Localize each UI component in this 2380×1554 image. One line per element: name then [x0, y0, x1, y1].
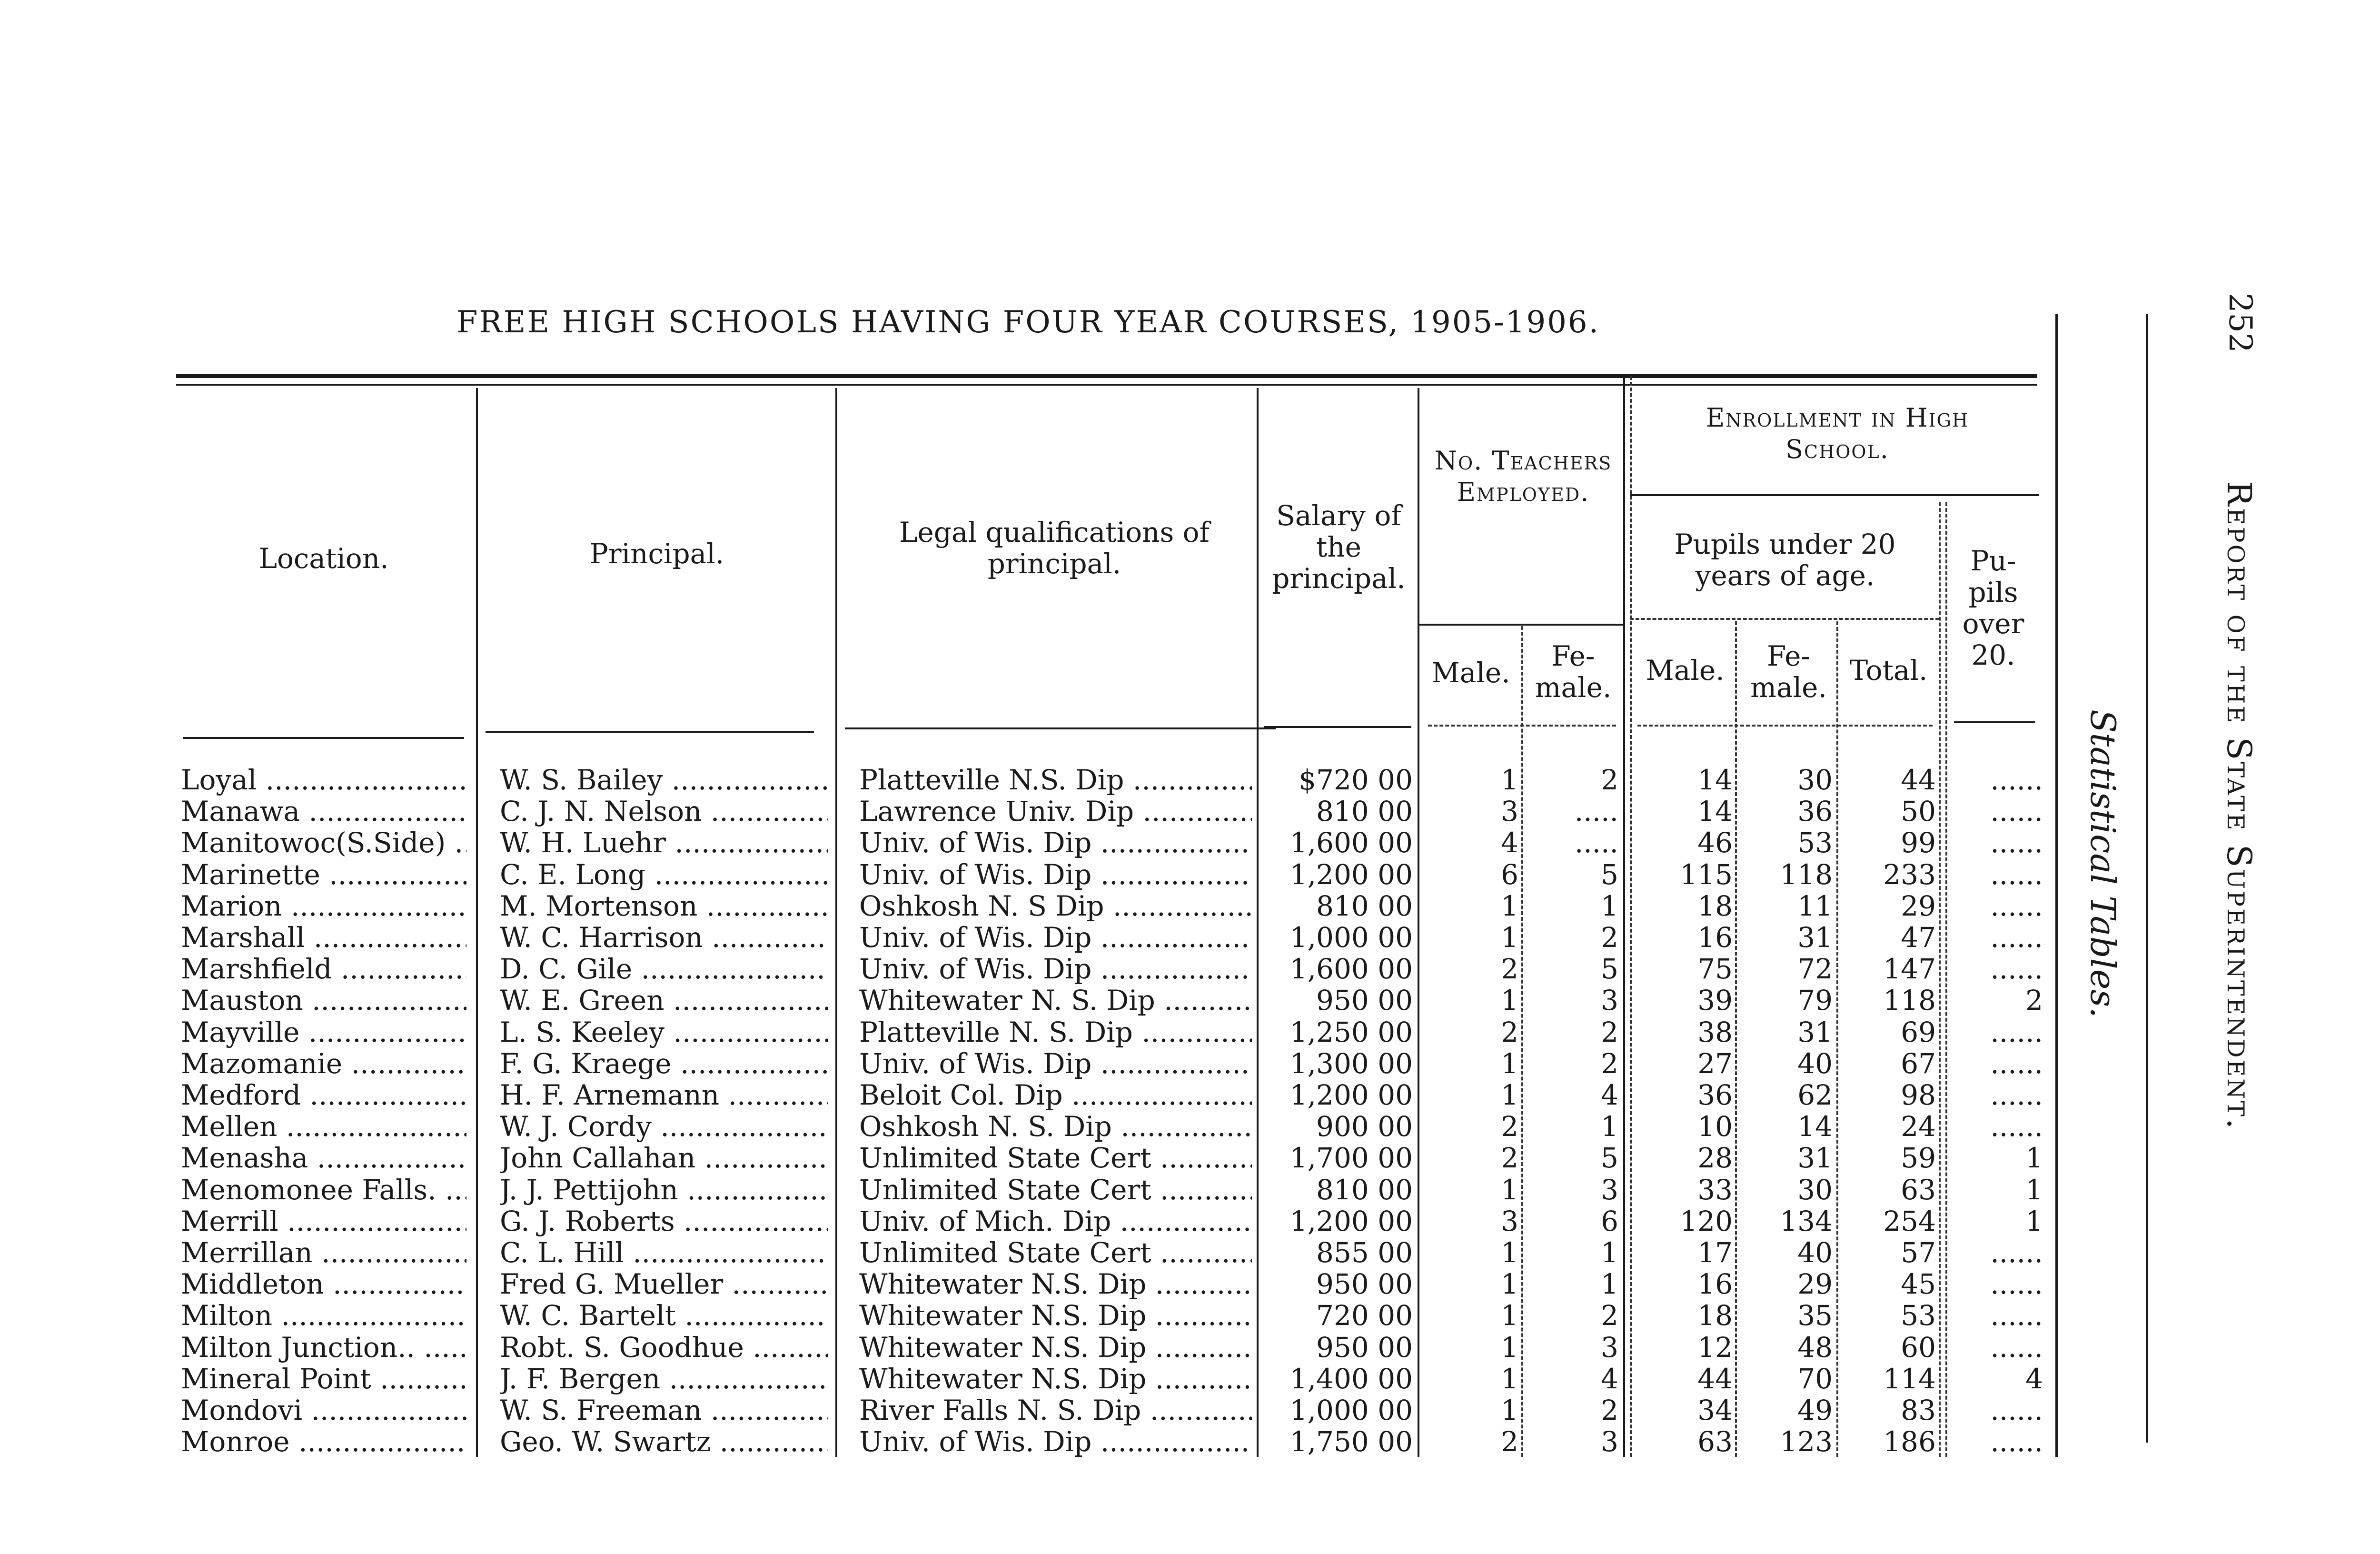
cell-p-female: 31	[1797, 1142, 1833, 1174]
cell-p-female: 62	[1797, 1079, 1833, 1111]
cell-qualification: River Falls N. S. Dip .....	[859, 1395, 1252, 1426]
cell-qualification: Whitewater N. S. Dip .....	[859, 985, 1252, 1016]
header-salary: Salary of the principal.	[1272, 499, 1406, 595]
table-row	[0, 1205, 2094, 1237]
cell-t-female: 3	[1601, 985, 1618, 1016]
cell-p-female: 49	[1797, 1395, 1833, 1426]
header-underline-principal	[486, 731, 814, 733]
header-underline-over	[1954, 721, 2035, 723]
cell-principal: J. J. Pettijohn .....	[500, 1174, 828, 1205]
cell-t-female: 5	[1601, 858, 1618, 890]
cell-p-total: 114	[1883, 1363, 1936, 1395]
cell-p-male: 115	[1680, 858, 1733, 890]
cell-salary: 1,300 00	[1289, 1047, 1413, 1079]
cell-t-female: 4	[1601, 1079, 1618, 1111]
cell-t-female: .....	[1574, 796, 1618, 827]
cell-p-female: 48	[1797, 1331, 1833, 1363]
cell-principal: J. F. Bergen .....	[500, 1363, 828, 1395]
cell-location: Mondovi .....	[181, 1395, 466, 1426]
cell-p-female: 40	[1797, 1047, 1833, 1079]
header-pupils-total: Total.	[1849, 654, 1928, 687]
cell-p-female: 31	[1797, 922, 1833, 953]
cell-location: Milton .....	[181, 1300, 466, 1331]
cell-p-total: 59	[1901, 1142, 1936, 1174]
cell-t-female: .....	[1574, 827, 1618, 859]
cell-t-male: 1	[1501, 985, 1518, 1016]
cell-location: Manitowoc(S.Side) .....	[181, 827, 466, 858]
cell-qualification: Univ. of Mich. Dip .....	[859, 1205, 1252, 1237]
header-underline-qualification	[845, 727, 1276, 729]
cell-p-female: 134	[1780, 1205, 1833, 1237]
cell-principal: G. J. Roberts .....	[500, 1205, 828, 1237]
cell-p-male: 18	[1697, 1300, 1733, 1332]
cell-p-total: 67	[1901, 1047, 1936, 1079]
cell-p-female: 29	[1797, 1268, 1833, 1300]
cell-p-over: ......	[1990, 1016, 2043, 1048]
cell-p-male: 46	[1697, 827, 1733, 859]
cell-p-over: ......	[1990, 1268, 2043, 1300]
table-row	[0, 764, 2094, 796]
cell-qualification: Unlimited State Cert .....	[859, 1142, 1252, 1174]
header-pupils-female: Fe-male.	[1750, 640, 1827, 704]
cell-p-total: 147	[1883, 953, 1936, 985]
table-row	[0, 1395, 2094, 1426]
cell-location: Manawa .....	[181, 796, 466, 827]
cell-p-male: 36	[1697, 1079, 1733, 1111]
cell-p-total: 63	[1901, 1174, 1936, 1205]
cell-principal: Geo. W. Swartz .....	[500, 1426, 828, 1457]
cell-location: Mauston .....	[181, 985, 466, 1016]
cell-p-total: 50	[1901, 796, 1936, 827]
cell-principal: Robt. S. Goodhue .....	[500, 1332, 828, 1363]
cell-p-male: 39	[1697, 985, 1733, 1016]
cell-p-over: ......	[1990, 1300, 2043, 1332]
cell-t-male: 3	[1501, 1205, 1518, 1237]
cell-p-female: 30	[1797, 1174, 1833, 1205]
table-row	[0, 1174, 2094, 1205]
header-underline-pupils	[1637, 725, 1933, 727]
cell-qualification: Beloit Col. Dip .....	[859, 1079, 1252, 1111]
top-rule-thick	[176, 374, 2037, 378]
cell-qualification: Platteville N.S. Dip .....	[859, 764, 1252, 796]
page-title: FREE HIGH SCHOOLS HAVING FOUR YEAR COURSES, 1905-1906.	[456, 305, 1600, 340]
cell-p-total: 24	[1901, 1111, 1936, 1143]
cell-p-male: 75	[1697, 953, 1733, 985]
cell-principal: M. Mortenson .....	[500, 890, 828, 922]
header-teachers-male: Male.	[1431, 657, 1510, 689]
cell-t-female: 5	[1601, 1142, 1618, 1174]
cell-t-male: 1	[1501, 1079, 1518, 1111]
header-qualifications: Legal qualifications of principal.	[899, 516, 1210, 580]
cell-p-male: 27	[1697, 1047, 1733, 1079]
cell-salary: 1,000 00	[1289, 922, 1413, 953]
cell-qualification: Univ. of Wis. Dip .....	[859, 859, 1252, 890]
cell-salary: 1,200 00	[1289, 1079, 1413, 1111]
cell-p-male: 17	[1697, 1237, 1733, 1268]
cell-p-male: 33	[1697, 1174, 1733, 1205]
cell-location: Mineral Point .....	[181, 1363, 466, 1395]
cell-t-female: 3	[1601, 1331, 1618, 1363]
header-underline-salary	[1264, 726, 1411, 728]
header-teachers-female: Fe-male.	[1535, 640, 1612, 704]
table-row	[0, 859, 2094, 890]
cell-t-male: 1	[1501, 1174, 1518, 1205]
cell-p-male: 120	[1680, 1205, 1733, 1237]
cell-p-male: 34	[1697, 1395, 1733, 1426]
cell-p-total: 83	[1901, 1395, 1936, 1426]
cell-t-female: 2	[1601, 1395, 1618, 1426]
cell-p-total: 60	[1901, 1331, 1936, 1363]
cell-principal: D. C. Gile .....	[500, 953, 828, 985]
header-enrollment-group: Enrollment in High School.	[1706, 403, 1969, 464]
cell-principal: W. J. Cordy .....	[500, 1111, 828, 1142]
cell-p-male: 38	[1697, 1016, 1733, 1048]
cell-t-female: 2	[1601, 1300, 1618, 1332]
cell-qualification: Oshkosh N. S Dip .....	[859, 890, 1252, 922]
cell-p-male: 16	[1697, 1268, 1733, 1300]
cell-p-male: 12	[1697, 1331, 1733, 1363]
cell-principal: L. S. Keeley .....	[500, 1016, 828, 1048]
sub-rule-teachers	[1418, 624, 1623, 626]
table-row	[0, 985, 2094, 1016]
cell-t-female: 4	[1601, 1363, 1618, 1395]
cell-p-male: 14	[1697, 764, 1733, 796]
cell-salary: 1,200 00	[1289, 858, 1413, 890]
cell-p-over: ......	[1990, 858, 2043, 890]
cell-p-female: 36	[1797, 796, 1833, 827]
cell-p-female: 70	[1797, 1363, 1833, 1395]
cell-p-over: ......	[1990, 1426, 2043, 1458]
cell-location: Marshfield .....	[181, 953, 466, 985]
cell-p-total: 233	[1883, 858, 1936, 890]
cell-salary: 1,750 00	[1289, 1426, 1413, 1458]
cell-salary: 950 00	[1316, 1268, 1413, 1300]
cell-p-over: ......	[1990, 1237, 2043, 1268]
cell-qualification: Whitewater N.S. Dip .....	[859, 1300, 1252, 1331]
table-row	[0, 1237, 2094, 1268]
section-title: Statistical Tables.	[2083, 709, 2123, 1018]
cell-qualification: Univ. of Wis. Dip .....	[859, 922, 1252, 953]
cell-location: Merrillan .....	[181, 1237, 466, 1268]
cell-p-female: 72	[1797, 953, 1833, 985]
header-location: Location.	[258, 542, 389, 575]
cell-t-male: 1	[1501, 890, 1518, 922]
cell-p-over: ......	[1990, 764, 2043, 796]
cell-salary: 855 00	[1316, 1237, 1413, 1268]
table-row	[0, 1363, 2094, 1395]
cell-salary: 1,700 00	[1289, 1142, 1413, 1174]
cell-location: Marshall .....	[181, 922, 466, 953]
cell-p-male: 18	[1697, 890, 1733, 922]
cell-location: Menomonee Falls. .....	[181, 1174, 466, 1205]
cell-principal: W. E. Green .....	[500, 985, 828, 1016]
cell-t-female: 1	[1601, 1237, 1618, 1268]
cell-salary: 1,600 00	[1289, 827, 1413, 859]
cell-p-female: 11	[1797, 890, 1833, 922]
header-underline-location	[183, 737, 464, 739]
header-pupils-under-group: Pupils under 20 years of age.	[1674, 528, 1896, 592]
cell-p-over: ......	[1990, 1047, 2043, 1079]
cell-qualification: Oshkosh N. S. Dip .....	[859, 1111, 1252, 1142]
cell-salary: 950 00	[1316, 1331, 1413, 1363]
cell-p-female: 53	[1797, 827, 1833, 859]
cell-p-total: 47	[1901, 922, 1936, 953]
cell-p-over: ......	[1990, 827, 2043, 859]
cell-p-over: ......	[1990, 890, 2043, 922]
cell-p-total: 118	[1883, 985, 1936, 1016]
cell-t-female: 3	[1601, 1426, 1618, 1458]
cell-qualification: Univ. of Wis. Dip .....	[859, 953, 1252, 985]
cell-location: Milton Junction.. .....	[181, 1332, 466, 1363]
cell-t-female: 1	[1601, 1268, 1618, 1300]
header-underline-teachers	[1428, 725, 1616, 727]
cell-location: Mazomanie .....	[181, 1048, 466, 1079]
cell-p-female: 118	[1780, 858, 1833, 890]
cell-t-male: 1	[1501, 922, 1518, 953]
cell-principal: Fred G. Mueller .....	[500, 1268, 828, 1300]
cell-p-over: 1	[2025, 1142, 2043, 1174]
cell-location: Menasha .....	[181, 1142, 466, 1174]
cell-p-total: 69	[1901, 1016, 1936, 1048]
top-rule-thin	[176, 384, 2037, 386]
cell-salary: 1,250 00	[1289, 1016, 1413, 1048]
cell-salary: 1,200 00	[1289, 1205, 1413, 1237]
table-row	[0, 1142, 2094, 1174]
cell-principal: W. S. Freeman .....	[500, 1395, 828, 1426]
table-row	[0, 1426, 2094, 1457]
table-row	[0, 1048, 2094, 1079]
table-row	[0, 1079, 2094, 1111]
cell-p-total: 57	[1901, 1237, 1936, 1268]
cell-t-female: 5	[1601, 953, 1618, 985]
table-row	[0, 1111, 2094, 1142]
cell-location: Loyal .....	[181, 764, 466, 796]
cell-t-female: 2	[1601, 1047, 1618, 1079]
cell-salary: 1,400 00	[1289, 1363, 1413, 1395]
page-number: 252	[2222, 293, 2259, 353]
table-row	[0, 890, 2094, 922]
cell-qualification: Unlimited State Cert .....	[859, 1237, 1252, 1268]
cell-salary: 950 00	[1316, 985, 1413, 1016]
cell-qualification: Whitewater N.S. Dip .....	[859, 1332, 1252, 1363]
cell-salary: 810 00	[1316, 796, 1413, 827]
table-row	[0, 1300, 2094, 1331]
table-row	[0, 796, 2094, 827]
cell-t-male: 1	[1501, 1363, 1518, 1395]
cell-location: Medford .....	[181, 1079, 466, 1111]
cell-location: Monroe .....	[181, 1426, 466, 1457]
cell-salary: 810 00	[1316, 890, 1413, 922]
cell-p-over: ......	[1990, 922, 2043, 953]
cell-salary: 1,000 00	[1289, 1395, 1413, 1426]
cell-principal: W. H. Luehr .....	[500, 827, 828, 858]
cell-t-male: 1	[1501, 1237, 1518, 1268]
header-pupils-over: Pu-pils over 20.	[1962, 545, 2024, 671]
cell-p-total: 53	[1901, 1300, 1936, 1332]
header-principal: Principal.	[589, 538, 724, 570]
cell-t-male: 1	[1501, 764, 1518, 796]
cell-qualification: Univ. of Wis. Dip .....	[859, 827, 1252, 858]
cell-qualification: Unlimited State Cert .....	[859, 1174, 1252, 1205]
cell-t-female: 6	[1601, 1205, 1618, 1237]
cell-principal: C. L. Hill .....	[500, 1237, 828, 1268]
cell-p-female: 123	[1780, 1426, 1833, 1458]
cell-location: Marion .....	[181, 890, 466, 922]
header-teachers-group: No. Teachers Employed.	[1434, 446, 1612, 507]
cell-principal: John Callahan .....	[500, 1142, 828, 1174]
cell-p-total: 186	[1883, 1426, 1936, 1458]
cell-p-male: 10	[1697, 1111, 1733, 1143]
cell-location: Middleton .....	[181, 1268, 466, 1300]
table-row	[0, 922, 2094, 953]
cell-p-over: ......	[1990, 953, 2043, 985]
cell-p-over: ......	[1990, 1395, 2043, 1426]
cell-location: Mayville .....	[181, 1016, 466, 1048]
cell-principal: C. E. Long .....	[500, 859, 828, 890]
cell-p-over: 1	[2025, 1174, 2043, 1205]
right-margin-rule-2	[2146, 314, 2148, 1443]
cell-qualification: Univ. of Wis. Dip .....	[859, 1048, 1252, 1079]
cell-t-male: 1	[1501, 1331, 1518, 1363]
cell-salary: $720 00	[1299, 764, 1413, 796]
cell-t-male: 1	[1501, 1300, 1518, 1332]
cell-p-female: 35	[1797, 1300, 1833, 1332]
cell-p-total: 254	[1883, 1205, 1936, 1237]
cell-p-male: 28	[1697, 1142, 1733, 1174]
cell-t-male: 4	[1501, 827, 1518, 859]
table-row	[0, 1016, 2094, 1048]
cell-t-male: 2	[1501, 1142, 1518, 1174]
sub-rule-pupils	[1630, 618, 1939, 620]
cell-t-male: 1	[1501, 1047, 1518, 1079]
cell-principal: W. C. Bartelt .....	[500, 1300, 828, 1331]
cell-salary: 720 00	[1316, 1300, 1413, 1332]
cell-p-over: ......	[1990, 1331, 2043, 1363]
cell-salary: 1,600 00	[1289, 953, 1413, 985]
cell-qualification: Univ. of Wis. Dip .....	[859, 1426, 1252, 1457]
cell-t-female: 2	[1601, 764, 1618, 796]
cell-t-male: 2	[1501, 953, 1518, 985]
cell-p-male: 16	[1697, 922, 1733, 953]
cell-p-over: ......	[1990, 1079, 2043, 1111]
cell-t-male: 1	[1501, 1268, 1518, 1300]
cell-t-female: 2	[1601, 922, 1618, 953]
cell-qualification: Platteville N. S. Dip .....	[859, 1016, 1252, 1048]
cell-location: Mellen .....	[181, 1111, 466, 1142]
cell-t-male: 6	[1501, 858, 1518, 890]
cell-location: Merrill .....	[181, 1205, 466, 1237]
cell-qualification: Lawrence Univ. Dip .....	[859, 796, 1252, 827]
cell-p-male: 44	[1697, 1363, 1733, 1395]
table-row	[0, 827, 2094, 858]
cell-p-over: ......	[1990, 1111, 2043, 1143]
cell-salary: 900 00	[1316, 1111, 1413, 1143]
cell-t-male: 2	[1501, 1016, 1518, 1048]
cell-p-male: 14	[1697, 796, 1733, 827]
cell-p-total: 29	[1901, 890, 1936, 922]
cell-p-female: 30	[1797, 764, 1833, 796]
cell-location: Marinette .....	[181, 859, 466, 890]
cell-principal: W. C. Harrison .....	[500, 922, 828, 953]
cell-p-total: 99	[1901, 827, 1936, 859]
cell-principal: F. G. Kraege .....	[500, 1048, 828, 1079]
sub-rule-enrollment	[1630, 494, 2039, 496]
cell-t-female: 3	[1601, 1174, 1618, 1205]
cell-t-male: 2	[1501, 1426, 1518, 1458]
cell-p-male: 63	[1697, 1426, 1733, 1458]
cell-principal: W. S. Bailey .....	[500, 764, 828, 796]
cell-p-female: 31	[1797, 1016, 1833, 1048]
cell-p-total: 44	[1901, 764, 1936, 796]
cell-t-female: 1	[1601, 890, 1618, 922]
header-pupils-male: Male.	[1646, 654, 1725, 687]
table-row	[0, 953, 2094, 985]
cell-p-female: 40	[1797, 1237, 1833, 1268]
cell-p-over: 1	[2025, 1205, 2043, 1237]
cell-t-female: 2	[1601, 1016, 1618, 1048]
cell-p-female: 14	[1797, 1111, 1833, 1143]
cell-t-male: 2	[1501, 1111, 1518, 1143]
running-head: Report of the State Superintendent.	[2220, 481, 2259, 1131]
cell-principal: H. F. Arnemann .....	[500, 1079, 828, 1111]
cell-p-over: ......	[1990, 796, 2043, 827]
cell-p-female: 79	[1797, 985, 1833, 1016]
cell-t-male: 3	[1501, 796, 1518, 827]
cell-p-over: 2	[2025, 985, 2043, 1016]
cell-salary: 810 00	[1316, 1174, 1413, 1205]
table-row	[0, 1332, 2094, 1363]
cell-principal: C. J. N. Nelson .....	[500, 796, 828, 827]
cell-t-male: 1	[1501, 1395, 1518, 1426]
cell-p-total: 98	[1901, 1079, 1936, 1111]
cell-qualification: Whitewater N.S. Dip .....	[859, 1268, 1252, 1300]
cell-p-over: 4	[2025, 1363, 2043, 1395]
cell-t-female: 1	[1601, 1111, 1618, 1143]
cell-p-total: 45	[1901, 1268, 1936, 1300]
cell-qualification: Whitewater N.S. Dip .....	[859, 1363, 1252, 1395]
table-row	[0, 1268, 2094, 1300]
